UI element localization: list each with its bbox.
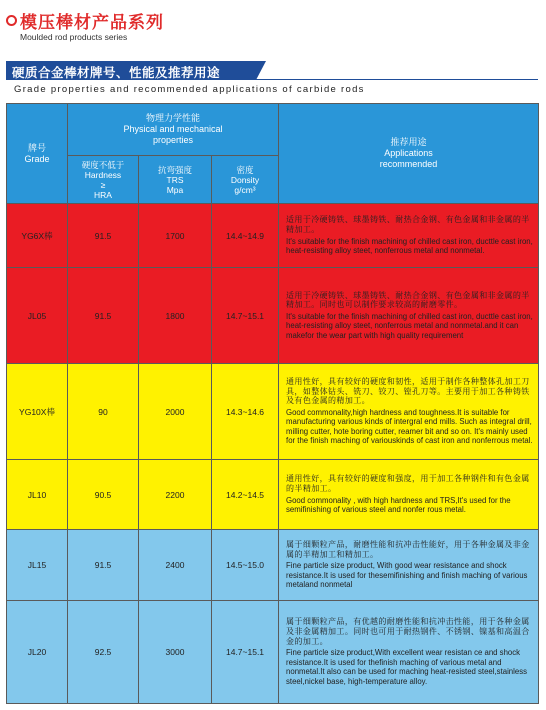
grade-cell: JL10: [7, 460, 68, 530]
application-en: It's suitable for the finish machining of chilled cast iron, ducttle cast iron, heat-resisting alloy steet, nonferrous metal and nonmetal.and it can makefor the wear part with high quality requirement: [286, 311, 533, 340]
section-title-bar: [6, 61, 538, 80]
application-en: Good commonality,high hardness and toughness.It is suitable for manufacturing various kinds of intergral end mills. Such as integral drill, milling cutter, hote boring cutter, reamer bit and so on. It's mainly used for the finish maching of variouskinds of cast iron and nonferrous metal.: [286, 407, 533, 446]
hardness-cell: 92.5: [68, 601, 139, 704]
page-title: 模压棒材产品系列: [20, 13, 164, 33]
grade-cell: JL15: [7, 530, 68, 601]
application-cell: [279, 364, 539, 460]
application-en: Fine particle size product,With excellent wear resistan ce and shock resistance.It is used for thefinish maching of various metal and nonmetal.It also can be used for maching heat-resisted steel,stainless steel,nickel base, high-temperature alloy.: [286, 648, 528, 686]
hardness-cell: 91.5: [68, 268, 139, 364]
trs-header-en: TRS: [166, 174, 184, 185]
trs-header-unit: Mpa: [166, 184, 184, 195]
hardness-header-cn: 硬度不低于: [81, 159, 125, 170]
applications-header-en: Applications: [384, 148, 433, 158]
trs-cell: 2000: [139, 364, 212, 460]
density-cell: 14.7~15.1: [212, 268, 279, 364]
application-cell: [279, 601, 539, 704]
density-header-en: Donsity: [230, 174, 260, 185]
trs-cell: 2400: [139, 530, 212, 601]
hardness-header-unit: HRA: [94, 189, 112, 200]
trs-header-cn: 抗弯强度: [157, 164, 192, 175]
hardness-cell: 90: [68, 364, 139, 460]
application-cell: [279, 268, 539, 364]
applications-header: [279, 104, 539, 204]
application-cn: 适用于冷硬铸铁、球墨铸铁、耐热合金钢、有色金属和非金属的半精加工。同时也可以制作要求较高的耐磨零件。: [286, 290, 530, 310]
table-row: [7, 530, 539, 601]
grade-cell: JL05: [7, 268, 68, 364]
grade-cell: YG6X棒: [7, 204, 68, 268]
table-row: [7, 204, 539, 268]
physical-header-en2: properties: [153, 135, 194, 145]
application-cn: 通用性好，具有较好的硬度和强度，用于加工各种钢件和有色金属的半精加工。: [286, 474, 530, 493]
grade-table: [6, 103, 539, 704]
grade-header-en: Grade: [24, 153, 50, 164]
page-subtitle: Moulded rod products series: [20, 32, 128, 42]
table-header-row: [7, 104, 539, 156]
trs-cell: 2200: [139, 460, 212, 530]
trs-cell: 1800: [139, 268, 212, 364]
table-row: [7, 460, 539, 530]
hardness-cell: 90.5: [68, 460, 139, 530]
hardness-header: [68, 156, 139, 204]
hardness-cell: 91.5: [68, 530, 139, 601]
density-header-unit: g/cm³: [234, 184, 256, 195]
application-cell: [279, 460, 539, 530]
grade-header-cn: 牌号: [27, 142, 46, 153]
application-en: Good commonality , with high hardness and TRS,It's used for the semifinishing of various steel and nonfer rous metal.: [286, 495, 511, 515]
density-cell: 14.4~14.9: [212, 204, 279, 268]
application-en: Fine particle size product, With good wear resistance and shock resistance.It is used for thesemifinishing and finish maching of various metaland nonmetal: [286, 561, 528, 590]
density-header-cn: 密度: [236, 164, 254, 175]
density-header: [212, 156, 279, 204]
grade-header: [7, 104, 68, 204]
application-cn: 属于细颗粒产品，有优越的耐磨性能和抗冲击性能，用于各种金属及非金属精加工。同时也可用于耐热钢件、不锈钢、镍基和高温合金的加工。: [286, 617, 530, 646]
hardness-header-en: Hardness: [84, 169, 122, 180]
section-subtitle: Grade properties and recommended applications of carbide rods: [14, 84, 365, 95]
application-cn: 适用于冷硬铸铁、球墨铸铁、耐热合金钢、有色金属和非金属的半精加工。: [286, 215, 530, 234]
table-row: [7, 601, 539, 704]
applications-header-cn: 推荐用途: [390, 137, 427, 147]
application-cn: 通用性好，具有较好的硬度和韧性，适用于制作各种整体孔加工刀具，如整体钻头、铣刀、铰刀、镗孔刀等。主要用于加工各种铸铁及有色金属的精加工。: [286, 376, 530, 406]
table-row: [7, 364, 539, 460]
density-cell: 14.2~14.5: [212, 460, 279, 530]
trs-cell: 1700: [139, 204, 212, 268]
circle-bullet-icon: [6, 15, 17, 26]
density-cell: 14.7~15.1: [212, 601, 279, 704]
application-cell: [279, 204, 539, 268]
section-title: 硬质合金棒材牌号、性能及推荐用途: [12, 65, 221, 80]
page-header: [6, 8, 164, 42]
physical-header-cn: 物理力学性能: [146, 113, 201, 123]
application-en: It's suitable for the finish machining of chilled cast iron, ducttle cast iron, heat-resisting alloy steet, nonferrous metal and nonmetal.: [286, 236, 533, 256]
grade-cell: YG10X棒: [7, 364, 68, 460]
physical-header-en: Physical and mechanical: [123, 124, 223, 134]
physical-header: [68, 104, 279, 156]
grade-cell: JL20: [7, 601, 68, 704]
application-cn: 属于细颗粒产品，耐磨性能和抗冲击性能好，用于各种金属及非金属的半精加工和精加工。: [286, 540, 530, 559]
title-row: [6, 8, 164, 33]
section-bar-tip: [256, 61, 266, 80]
trs-cell: 3000: [139, 601, 212, 704]
density-cell: 14.3~14.6: [212, 364, 279, 460]
hardness-header-ge: ≥: [100, 179, 106, 190]
table-row: [7, 268, 539, 364]
application-cell: [279, 530, 539, 601]
hardness-cell: 91.5: [68, 204, 139, 268]
trs-header: [139, 156, 212, 204]
applications-header-en2: recommended: [379, 159, 438, 169]
density-cell: 14.5~15.0: [212, 530, 279, 601]
